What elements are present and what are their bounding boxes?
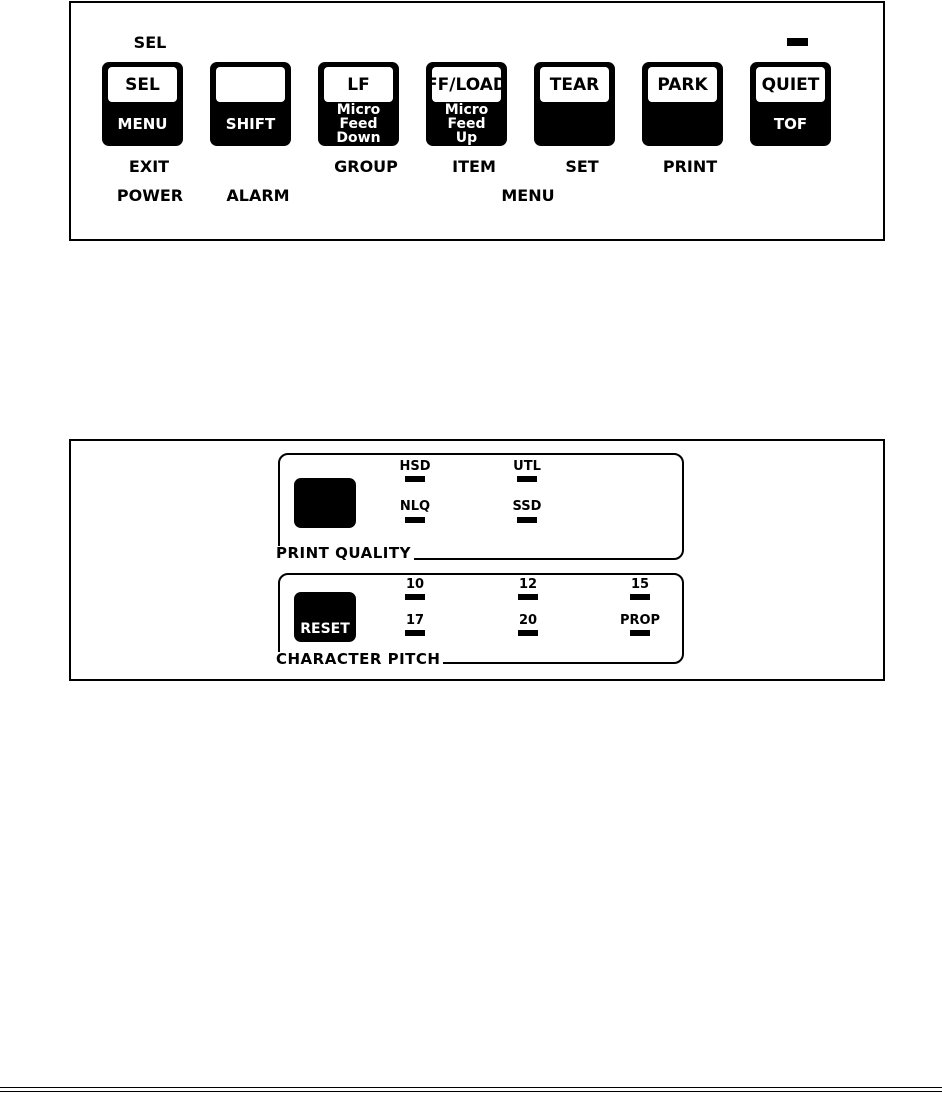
menu-label: MENU xyxy=(501,186,555,205)
down-label: Down xyxy=(336,130,381,146)
lf-micro-feed-down-key[interactable] xyxy=(318,62,399,146)
character-pitch-label: CHARACTER PITCH xyxy=(276,652,443,667)
sel-menu-key[interactable] xyxy=(102,62,183,146)
pitch-17-label: 17 xyxy=(405,613,425,628)
pitch-10-label: 10 xyxy=(405,577,425,592)
pitch-17-led xyxy=(405,630,425,636)
quiet-indicator-led xyxy=(787,38,808,46)
tof-key-label: TOF xyxy=(773,115,808,133)
shift-key[interactable] xyxy=(210,62,291,146)
item-label: ITEM xyxy=(452,157,496,176)
pitch-15-label: 15 xyxy=(630,577,650,592)
pitch-20-led xyxy=(518,630,538,636)
micro-feed-label: Micro Feed xyxy=(444,102,489,132)
sel-indicator-label: SEL xyxy=(133,33,167,52)
power-label: POWER xyxy=(116,186,184,205)
sel-key-label: SEL xyxy=(108,67,177,102)
pitch-20-label: 20 xyxy=(518,613,538,628)
pitch-10-led xyxy=(405,594,425,600)
park-key[interactable] xyxy=(642,62,723,146)
tear-key-label: TEAR xyxy=(540,67,609,102)
micro-feed-label: Micro Feed xyxy=(336,102,381,132)
print-quality-label: PRINT QUALITY xyxy=(276,546,414,561)
tear-key[interactable] xyxy=(534,62,615,146)
footer-rule-top xyxy=(0,1087,942,1088)
set-label: SET xyxy=(565,157,599,176)
utl-indicator-led xyxy=(517,476,537,482)
ssd-indicator-label: SSD xyxy=(512,499,542,514)
quiet-key-label: QUIET xyxy=(756,67,825,102)
utl-indicator-label: UTL xyxy=(513,459,541,474)
nlq-indicator-led xyxy=(405,517,425,523)
ff-load-key-label: FF/LOAD xyxy=(432,67,501,102)
exit-label: EXIT xyxy=(128,157,170,176)
print-label: PRINT xyxy=(662,157,718,176)
pitch-prop-label: PROP xyxy=(619,613,661,628)
shift-key-top xyxy=(216,67,285,102)
footer-rule-bottom xyxy=(0,1091,942,1092)
hsd-indicator-led xyxy=(405,476,425,482)
park-key-label: PARK xyxy=(648,67,717,102)
menu-key-label: MENU xyxy=(117,115,168,133)
ssd-indicator-led xyxy=(517,517,537,523)
shift-key-label: SHIFT xyxy=(225,115,276,133)
pitch-15-led xyxy=(630,594,650,600)
pitch-12-label: 12 xyxy=(518,577,538,592)
pitch-12-led xyxy=(518,594,538,600)
lf-key-label: LF xyxy=(324,67,393,102)
up-label: Up xyxy=(455,130,478,146)
pitch-prop-led xyxy=(630,630,650,636)
quiet-tof-key[interactable] xyxy=(750,62,831,146)
alarm-label: ALARM xyxy=(226,186,290,205)
hsd-indicator-label: HSD xyxy=(399,459,431,474)
print-quality-button[interactable] xyxy=(294,478,356,528)
reset-button[interactable]: RESET xyxy=(294,592,356,642)
ff-load-micro-feed-up-key[interactable] xyxy=(426,62,507,146)
nlq-indicator-label: NLQ xyxy=(399,499,431,514)
group-label: GROUP xyxy=(334,157,398,176)
